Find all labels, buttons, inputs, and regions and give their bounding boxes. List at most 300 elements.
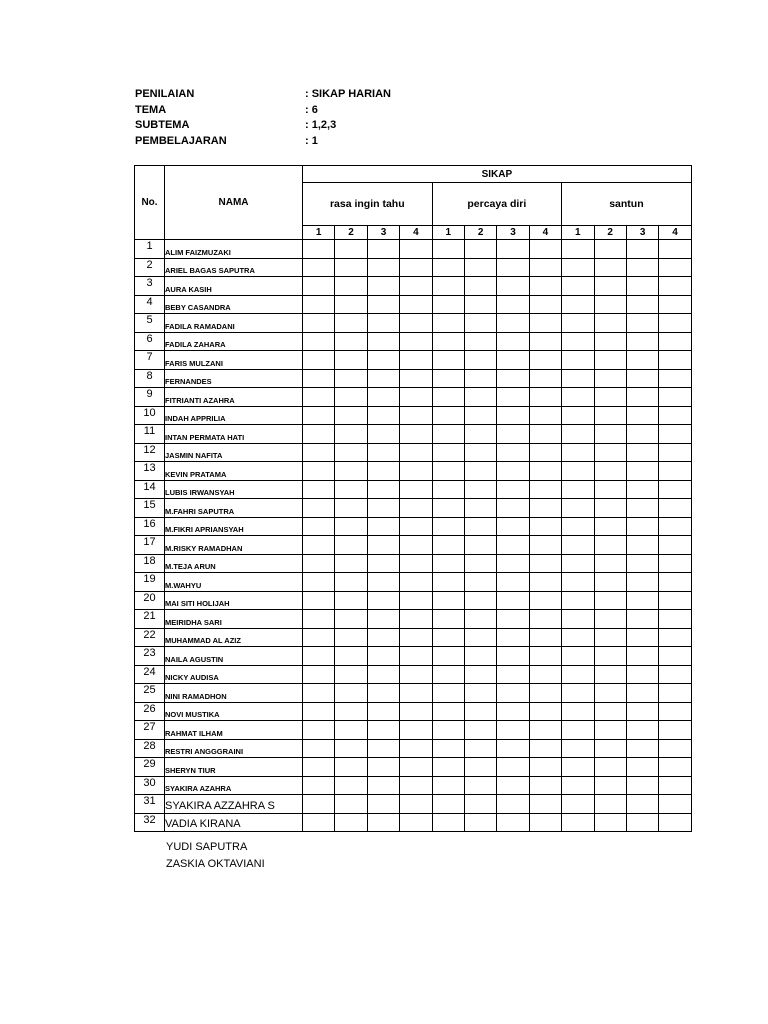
score-cell[interactable] xyxy=(497,795,529,814)
score-cell[interactable] xyxy=(529,739,561,758)
score-cell[interactable] xyxy=(594,721,626,740)
score-cell[interactable] xyxy=(497,443,529,462)
score-cell[interactable] xyxy=(303,240,335,259)
score-cell[interactable] xyxy=(303,758,335,777)
score-cell[interactable] xyxy=(335,758,367,777)
score-cell[interactable] xyxy=(432,610,464,629)
score-cell[interactable] xyxy=(497,536,529,555)
score-cell[interactable] xyxy=(464,499,496,518)
score-cell[interactable] xyxy=(529,388,561,407)
score-cell[interactable] xyxy=(367,277,399,296)
score-cell[interactable] xyxy=(562,351,594,370)
score-cell[interactable] xyxy=(562,295,594,314)
score-cell[interactable] xyxy=(497,240,529,259)
score-cell[interactable] xyxy=(497,351,529,370)
score-cell[interactable] xyxy=(367,628,399,647)
score-cell[interactable] xyxy=(432,536,464,555)
score-cell[interactable] xyxy=(303,702,335,721)
score-cell[interactable] xyxy=(400,517,432,536)
score-cell[interactable] xyxy=(594,776,626,795)
score-cell[interactable] xyxy=(529,591,561,610)
score-cell[interactable] xyxy=(497,591,529,610)
score-cell[interactable] xyxy=(594,647,626,666)
score-cell[interactable] xyxy=(335,314,367,333)
score-cell[interactable] xyxy=(594,462,626,481)
score-cell[interactable] xyxy=(367,332,399,351)
score-cell[interactable] xyxy=(303,351,335,370)
score-cell[interactable] xyxy=(659,758,691,777)
score-cell[interactable] xyxy=(497,647,529,666)
score-cell[interactable] xyxy=(529,647,561,666)
score-cell[interactable] xyxy=(464,369,496,388)
score-cell[interactable] xyxy=(659,554,691,573)
score-cell[interactable] xyxy=(529,610,561,629)
score-cell[interactable] xyxy=(432,517,464,536)
score-cell[interactable] xyxy=(626,351,658,370)
score-cell[interactable] xyxy=(400,369,432,388)
score-cell[interactable] xyxy=(594,406,626,425)
score-cell[interactable] xyxy=(659,702,691,721)
score-cell[interactable] xyxy=(464,573,496,592)
score-cell[interactable] xyxy=(594,591,626,610)
score-cell[interactable] xyxy=(464,277,496,296)
score-cell[interactable] xyxy=(529,517,561,536)
score-cell[interactable] xyxy=(303,295,335,314)
score-cell[interactable] xyxy=(432,665,464,684)
score-cell[interactable] xyxy=(400,425,432,444)
score-cell[interactable] xyxy=(367,351,399,370)
score-cell[interactable] xyxy=(594,295,626,314)
score-cell[interactable] xyxy=(659,314,691,333)
score-cell[interactable] xyxy=(497,388,529,407)
score-cell[interactable] xyxy=(497,295,529,314)
score-cell[interactable] xyxy=(400,684,432,703)
score-cell[interactable] xyxy=(659,628,691,647)
score-cell[interactable] xyxy=(432,425,464,444)
score-cell[interactable] xyxy=(497,480,529,499)
score-cell[interactable] xyxy=(659,425,691,444)
score-cell[interactable] xyxy=(497,406,529,425)
score-cell[interactable] xyxy=(367,480,399,499)
score-cell[interactable] xyxy=(626,628,658,647)
score-cell[interactable] xyxy=(626,258,658,277)
score-cell[interactable] xyxy=(432,314,464,333)
score-cell[interactable] xyxy=(400,758,432,777)
score-cell[interactable] xyxy=(529,258,561,277)
score-cell[interactable] xyxy=(529,351,561,370)
score-cell[interactable] xyxy=(497,702,529,721)
score-cell[interactable] xyxy=(594,332,626,351)
score-cell[interactable] xyxy=(400,702,432,721)
score-cell[interactable] xyxy=(562,425,594,444)
score-cell[interactable] xyxy=(626,332,658,351)
score-cell[interactable] xyxy=(659,462,691,481)
score-cell[interactable] xyxy=(626,295,658,314)
score-cell[interactable] xyxy=(432,240,464,259)
score-cell[interactable] xyxy=(594,517,626,536)
score-cell[interactable] xyxy=(303,591,335,610)
score-cell[interactable] xyxy=(562,240,594,259)
score-cell[interactable] xyxy=(562,332,594,351)
score-cell[interactable] xyxy=(464,758,496,777)
score-cell[interactable] xyxy=(303,665,335,684)
score-cell[interactable] xyxy=(367,406,399,425)
score-cell[interactable] xyxy=(659,480,691,499)
score-cell[interactable] xyxy=(464,739,496,758)
score-cell[interactable] xyxy=(367,554,399,573)
score-cell[interactable] xyxy=(594,258,626,277)
score-cell[interactable] xyxy=(529,462,561,481)
score-cell[interactable] xyxy=(335,258,367,277)
score-cell[interactable] xyxy=(400,388,432,407)
score-cell[interactable] xyxy=(529,554,561,573)
score-cell[interactable] xyxy=(335,295,367,314)
score-cell[interactable] xyxy=(659,684,691,703)
score-cell[interactable] xyxy=(367,758,399,777)
score-cell[interactable] xyxy=(335,517,367,536)
score-cell[interactable] xyxy=(367,517,399,536)
score-cell[interactable] xyxy=(562,536,594,555)
score-cell[interactable] xyxy=(626,314,658,333)
score-cell[interactable] xyxy=(626,369,658,388)
score-cell[interactable] xyxy=(464,610,496,629)
score-cell[interactable] xyxy=(626,480,658,499)
score-cell[interactable] xyxy=(497,462,529,481)
score-cell[interactable] xyxy=(497,610,529,629)
score-cell[interactable] xyxy=(303,406,335,425)
score-cell[interactable] xyxy=(400,610,432,629)
score-cell[interactable] xyxy=(626,739,658,758)
score-cell[interactable] xyxy=(562,591,594,610)
score-cell[interactable] xyxy=(562,573,594,592)
score-cell[interactable] xyxy=(335,332,367,351)
score-cell[interactable] xyxy=(626,758,658,777)
score-cell[interactable] xyxy=(626,573,658,592)
score-cell[interactable] xyxy=(367,684,399,703)
score-cell[interactable] xyxy=(659,776,691,795)
score-cell[interactable] xyxy=(464,517,496,536)
score-cell[interactable] xyxy=(626,610,658,629)
score-cell[interactable] xyxy=(367,536,399,555)
score-cell[interactable] xyxy=(400,591,432,610)
score-cell[interactable] xyxy=(432,499,464,518)
score-cell[interactable] xyxy=(659,721,691,740)
score-cell[interactable] xyxy=(303,277,335,296)
score-cell[interactable] xyxy=(464,351,496,370)
score-cell[interactable] xyxy=(659,351,691,370)
score-cell[interactable] xyxy=(464,776,496,795)
score-cell[interactable] xyxy=(367,776,399,795)
score-cell[interactable] xyxy=(529,295,561,314)
score-cell[interactable] xyxy=(432,628,464,647)
score-cell[interactable] xyxy=(626,406,658,425)
score-cell[interactable] xyxy=(594,813,626,832)
score-cell[interactable] xyxy=(562,388,594,407)
score-cell[interactable] xyxy=(335,554,367,573)
score-cell[interactable] xyxy=(464,406,496,425)
score-cell[interactable] xyxy=(303,795,335,814)
score-cell[interactable] xyxy=(367,739,399,758)
score-cell[interactable] xyxy=(529,369,561,388)
score-cell[interactable] xyxy=(432,647,464,666)
score-cell[interactable] xyxy=(464,665,496,684)
score-cell[interactable] xyxy=(529,425,561,444)
score-cell[interactable] xyxy=(335,240,367,259)
score-cell[interactable] xyxy=(626,684,658,703)
score-cell[interactable] xyxy=(432,480,464,499)
score-cell[interactable] xyxy=(335,573,367,592)
score-cell[interactable] xyxy=(594,240,626,259)
score-cell[interactable] xyxy=(303,517,335,536)
score-cell[interactable] xyxy=(659,277,691,296)
score-cell[interactable] xyxy=(335,647,367,666)
score-cell[interactable] xyxy=(335,591,367,610)
score-cell[interactable] xyxy=(594,499,626,518)
score-cell[interactable] xyxy=(367,573,399,592)
score-cell[interactable] xyxy=(335,277,367,296)
score-cell[interactable] xyxy=(464,332,496,351)
score-cell[interactable] xyxy=(497,665,529,684)
score-cell[interactable] xyxy=(497,314,529,333)
score-cell[interactable] xyxy=(497,758,529,777)
score-cell[interactable] xyxy=(303,739,335,758)
score-cell[interactable] xyxy=(594,351,626,370)
score-cell[interactable] xyxy=(432,462,464,481)
score-cell[interactable] xyxy=(303,610,335,629)
score-cell[interactable] xyxy=(659,739,691,758)
score-cell[interactable] xyxy=(400,258,432,277)
score-cell[interactable] xyxy=(529,721,561,740)
score-cell[interactable] xyxy=(594,665,626,684)
score-cell[interactable] xyxy=(529,240,561,259)
score-cell[interactable] xyxy=(529,332,561,351)
score-cell[interactable] xyxy=(432,369,464,388)
score-cell[interactable] xyxy=(529,665,561,684)
score-cell[interactable] xyxy=(432,277,464,296)
score-cell[interactable] xyxy=(594,369,626,388)
score-cell[interactable] xyxy=(464,813,496,832)
score-cell[interactable] xyxy=(529,795,561,814)
score-cell[interactable] xyxy=(367,443,399,462)
score-cell[interactable] xyxy=(562,499,594,518)
score-cell[interactable] xyxy=(529,536,561,555)
score-cell[interactable] xyxy=(594,388,626,407)
score-cell[interactable] xyxy=(562,647,594,666)
score-cell[interactable] xyxy=(497,776,529,795)
score-cell[interactable] xyxy=(497,332,529,351)
score-cell[interactable] xyxy=(400,573,432,592)
score-cell[interactable] xyxy=(529,406,561,425)
score-cell[interactable] xyxy=(626,240,658,259)
score-cell[interactable] xyxy=(626,499,658,518)
score-cell[interactable] xyxy=(303,258,335,277)
score-cell[interactable] xyxy=(432,258,464,277)
score-cell[interactable] xyxy=(562,517,594,536)
score-cell[interactable] xyxy=(400,776,432,795)
score-cell[interactable] xyxy=(400,795,432,814)
score-cell[interactable] xyxy=(432,406,464,425)
score-cell[interactable] xyxy=(562,554,594,573)
score-cell[interactable] xyxy=(303,536,335,555)
score-cell[interactable] xyxy=(432,573,464,592)
score-cell[interactable] xyxy=(335,665,367,684)
score-cell[interactable] xyxy=(562,258,594,277)
score-cell[interactable] xyxy=(303,684,335,703)
score-cell[interactable] xyxy=(562,702,594,721)
score-cell[interactable] xyxy=(497,554,529,573)
score-cell[interactable] xyxy=(464,295,496,314)
score-cell[interactable] xyxy=(367,702,399,721)
score-cell[interactable] xyxy=(335,702,367,721)
score-cell[interactable] xyxy=(497,628,529,647)
score-cell[interactable] xyxy=(659,813,691,832)
score-cell[interactable] xyxy=(497,517,529,536)
score-cell[interactable] xyxy=(367,258,399,277)
score-cell[interactable] xyxy=(594,480,626,499)
score-cell[interactable] xyxy=(367,369,399,388)
score-cell[interactable] xyxy=(367,240,399,259)
score-cell[interactable] xyxy=(529,314,561,333)
score-cell[interactable] xyxy=(626,277,658,296)
score-cell[interactable] xyxy=(626,591,658,610)
score-cell[interactable] xyxy=(659,369,691,388)
score-cell[interactable] xyxy=(400,240,432,259)
score-cell[interactable] xyxy=(626,443,658,462)
score-cell[interactable] xyxy=(367,795,399,814)
score-cell[interactable] xyxy=(400,813,432,832)
score-cell[interactable] xyxy=(659,517,691,536)
score-cell[interactable] xyxy=(367,721,399,740)
score-cell[interactable] xyxy=(303,776,335,795)
score-cell[interactable] xyxy=(335,739,367,758)
score-cell[interactable] xyxy=(659,573,691,592)
score-cell[interactable] xyxy=(432,388,464,407)
score-cell[interactable] xyxy=(497,277,529,296)
score-cell[interactable] xyxy=(497,425,529,444)
score-cell[interactable] xyxy=(303,443,335,462)
score-cell[interactable] xyxy=(367,295,399,314)
score-cell[interactable] xyxy=(594,684,626,703)
score-cell[interactable] xyxy=(400,332,432,351)
score-cell[interactable] xyxy=(432,758,464,777)
score-cell[interactable] xyxy=(303,499,335,518)
score-cell[interactable] xyxy=(335,628,367,647)
score-cell[interactable] xyxy=(497,573,529,592)
score-cell[interactable] xyxy=(367,425,399,444)
score-cell[interactable] xyxy=(303,554,335,573)
score-cell[interactable] xyxy=(529,443,561,462)
score-cell[interactable] xyxy=(303,721,335,740)
score-cell[interactable] xyxy=(659,406,691,425)
score-cell[interactable] xyxy=(562,406,594,425)
score-cell[interactable] xyxy=(594,795,626,814)
score-cell[interactable] xyxy=(562,665,594,684)
score-cell[interactable] xyxy=(594,314,626,333)
score-cell[interactable] xyxy=(335,480,367,499)
score-cell[interactable] xyxy=(659,240,691,259)
score-cell[interactable] xyxy=(432,813,464,832)
score-cell[interactable] xyxy=(626,554,658,573)
score-cell[interactable] xyxy=(303,388,335,407)
score-cell[interactable] xyxy=(432,554,464,573)
score-cell[interactable] xyxy=(464,240,496,259)
score-cell[interactable] xyxy=(529,758,561,777)
score-cell[interactable] xyxy=(432,295,464,314)
score-cell[interactable] xyxy=(562,480,594,499)
score-cell[interactable] xyxy=(594,702,626,721)
score-cell[interactable] xyxy=(659,647,691,666)
score-cell[interactable] xyxy=(464,684,496,703)
score-cell[interactable] xyxy=(335,369,367,388)
score-cell[interactable] xyxy=(335,443,367,462)
score-cell[interactable] xyxy=(659,295,691,314)
score-cell[interactable] xyxy=(335,425,367,444)
score-cell[interactable] xyxy=(464,388,496,407)
score-cell[interactable] xyxy=(497,369,529,388)
score-cell[interactable] xyxy=(659,443,691,462)
score-cell[interactable] xyxy=(562,721,594,740)
score-cell[interactable] xyxy=(659,610,691,629)
score-cell[interactable] xyxy=(367,388,399,407)
score-cell[interactable] xyxy=(626,388,658,407)
score-cell[interactable] xyxy=(464,443,496,462)
score-cell[interactable] xyxy=(432,684,464,703)
score-cell[interactable] xyxy=(497,258,529,277)
score-cell[interactable] xyxy=(659,795,691,814)
score-cell[interactable] xyxy=(335,406,367,425)
score-cell[interactable] xyxy=(659,665,691,684)
score-cell[interactable] xyxy=(464,721,496,740)
score-cell[interactable] xyxy=(562,610,594,629)
score-cell[interactable] xyxy=(400,554,432,573)
score-cell[interactable] xyxy=(497,721,529,740)
score-cell[interactable] xyxy=(464,425,496,444)
score-cell[interactable] xyxy=(464,628,496,647)
score-cell[interactable] xyxy=(400,351,432,370)
score-cell[interactable] xyxy=(626,702,658,721)
score-cell[interactable] xyxy=(335,351,367,370)
score-cell[interactable] xyxy=(432,776,464,795)
score-cell[interactable] xyxy=(464,647,496,666)
score-cell[interactable] xyxy=(335,795,367,814)
score-cell[interactable] xyxy=(464,554,496,573)
score-cell[interactable] xyxy=(303,462,335,481)
score-cell[interactable] xyxy=(464,480,496,499)
score-cell[interactable] xyxy=(335,610,367,629)
score-cell[interactable] xyxy=(400,499,432,518)
score-cell[interactable] xyxy=(335,813,367,832)
score-cell[interactable] xyxy=(562,795,594,814)
score-cell[interactable] xyxy=(529,776,561,795)
score-cell[interactable] xyxy=(303,369,335,388)
score-cell[interactable] xyxy=(400,295,432,314)
score-cell[interactable] xyxy=(562,443,594,462)
score-cell[interactable] xyxy=(497,813,529,832)
score-cell[interactable] xyxy=(303,480,335,499)
score-cell[interactable] xyxy=(562,758,594,777)
score-cell[interactable] xyxy=(594,610,626,629)
score-cell[interactable] xyxy=(562,462,594,481)
score-cell[interactable] xyxy=(529,277,561,296)
score-cell[interactable] xyxy=(335,776,367,795)
score-cell[interactable] xyxy=(594,443,626,462)
score-cell[interactable] xyxy=(367,462,399,481)
score-cell[interactable] xyxy=(626,813,658,832)
score-cell[interactable] xyxy=(400,665,432,684)
score-cell[interactable] xyxy=(303,628,335,647)
score-cell[interactable] xyxy=(367,647,399,666)
score-cell[interactable] xyxy=(626,517,658,536)
